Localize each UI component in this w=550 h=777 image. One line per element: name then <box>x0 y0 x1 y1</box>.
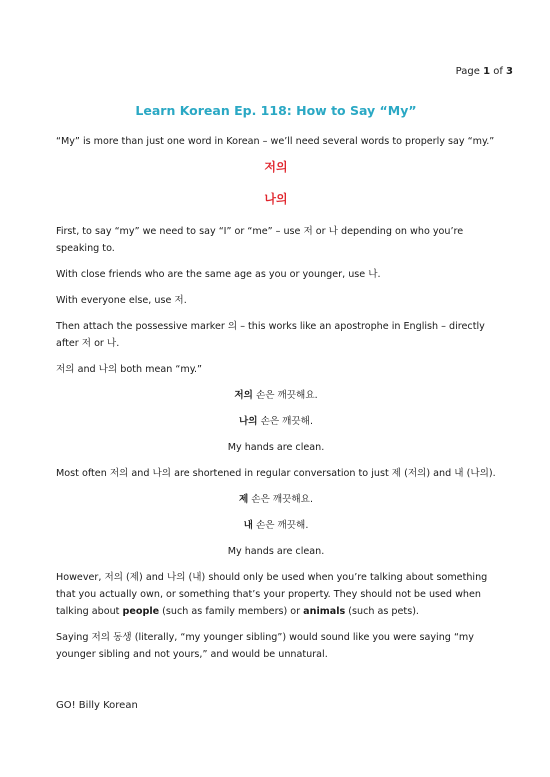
paragraph-3: With everyone else, use 저. <box>56 295 187 306</box>
intro-paragraph: “My” is more than just one word in Korean – we’ll need several words to properly say “my.” <box>56 136 495 147</box>
korean-word-naui: 나의 <box>264 192 288 206</box>
paragraph-1: First, to say “my” we need to say “I” or “me” – use 저 or 나 depending on who you’re speaking to. <box>56 226 464 254</box>
page-number: Page 1 of 3 <box>455 66 513 77</box>
page-current: 1 <box>483 66 491 77</box>
korean-word-jeoui: 저의 <box>264 160 288 174</box>
paragraph-4: Then attach the possessive marker 의 – this works like an apostrophe in English – directly after 저 or 나. <box>56 321 485 349</box>
example-formal-2: 제 손은 깨끗해요. <box>238 494 314 505</box>
example-casual-2: 내 손은 깨끗해. <box>243 520 309 531</box>
paragraph-5: 저의 and 나의 both mean “my.” <box>56 364 203 375</box>
translation-2: My hands are clean. <box>227 546 325 557</box>
paragraph-8: Saying 저의 동생 (literally, “my younger sibling”) would sound like you were saying “my younger sibling and not yours,” and would be unnatural. <box>56 632 474 660</box>
paragraph-2: With close friends who are the same age as you or younger, use 나. <box>56 269 381 280</box>
document-body <box>56 102 496 672</box>
paragraph-6: Most often 저의 and 나의 are shortened in regular conversation to just 제 (저의) and 내 (나의). <box>56 468 496 479</box>
paragraph-7: However, 저의 (제) and 나의 (내) should only be used when you’re talking about something that you actually own, or something that’s your property. They should not be used when talking about people (such as family members) or animals (such as pets). <box>56 572 488 617</box>
footer-brand: GO! Billy Korean <box>56 700 138 711</box>
example-formal-1: 저의 손은 깨끗해요. <box>234 390 318 401</box>
translation-1: My hands are clean. <box>227 442 325 453</box>
document-title: Learn Korean Ep. 118: How to Say “My” <box>135 103 417 118</box>
page-total: 3 <box>506 66 513 77</box>
example-casual-1: 나의 손은 깨끗해. <box>238 416 314 427</box>
